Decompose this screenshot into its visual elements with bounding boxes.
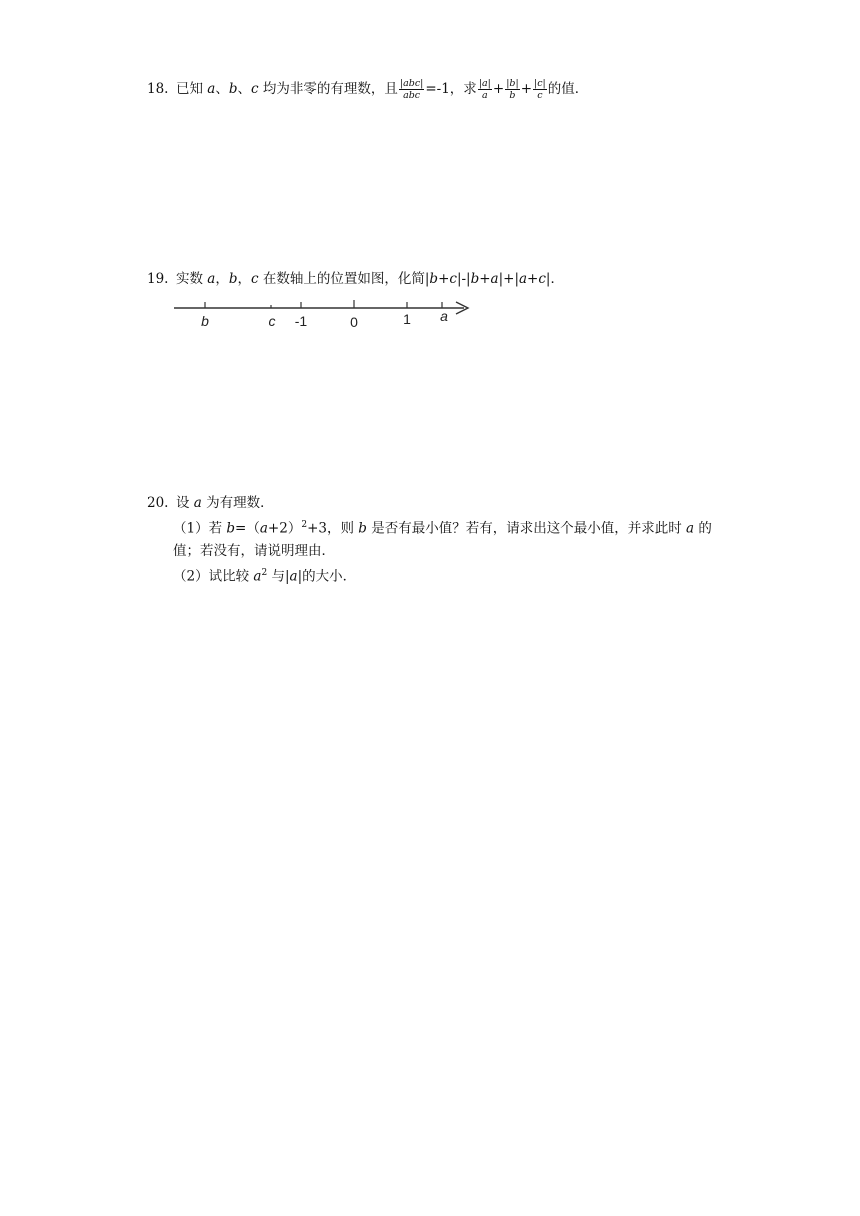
label-neg1: -1 (294, 313, 308, 329)
fraction-c: $\frac{|c|}{c}$ (534, 78, 546, 101)
sub-question-2: （2）试比较 $a^2$ 与|a|的大小． (173, 567, 357, 584)
question-19 (147, 268, 747, 290)
question-number: 18. (147, 81, 169, 97)
question-stem: 20. 设 a 为有理数． (147, 492, 727, 514)
label-one: 1 (403, 311, 411, 327)
fraction-a: $\frac{|a|}{a}$ (478, 78, 491, 101)
fraction-abc: $\frac{\text{|abc|}}{\text{abc}}$ (399, 78, 424, 101)
fraction-b: $\frac{|b|}{b}$ (506, 78, 519, 101)
question-number: 19. (147, 271, 169, 287)
question-20 (147, 492, 727, 587)
label-b: b (201, 313, 209, 329)
question-text: 已知 a、b、c 均为非零的有理数，且 $\frac{\text{|abc|}}{\text{abc}}$ =-1，求 $\frac{|a|}{a}$ + $\frac{|b|}{b}$ + $\frac{|c|}{c}$ 的值． (176, 78, 589, 101)
label-c: c (268, 313, 276, 329)
question-18 (147, 78, 747, 101)
number-line-figure (172, 296, 482, 332)
question-number: 20. (147, 495, 169, 511)
sub-question-1: （1）若 $b=(a+2)^2+3$，则 b 是否有最小值？若有，请求出这个最小值，并求此时 a 的值；若没有，请说明理由． (173, 520, 712, 559)
label-a: a (440, 308, 448, 324)
label-zero: 0 (350, 314, 358, 330)
question-text: 实数 a，b，c 在数轴上的位置如图，化简|b+c|-|b+a|+|a+c|． (176, 271, 564, 287)
